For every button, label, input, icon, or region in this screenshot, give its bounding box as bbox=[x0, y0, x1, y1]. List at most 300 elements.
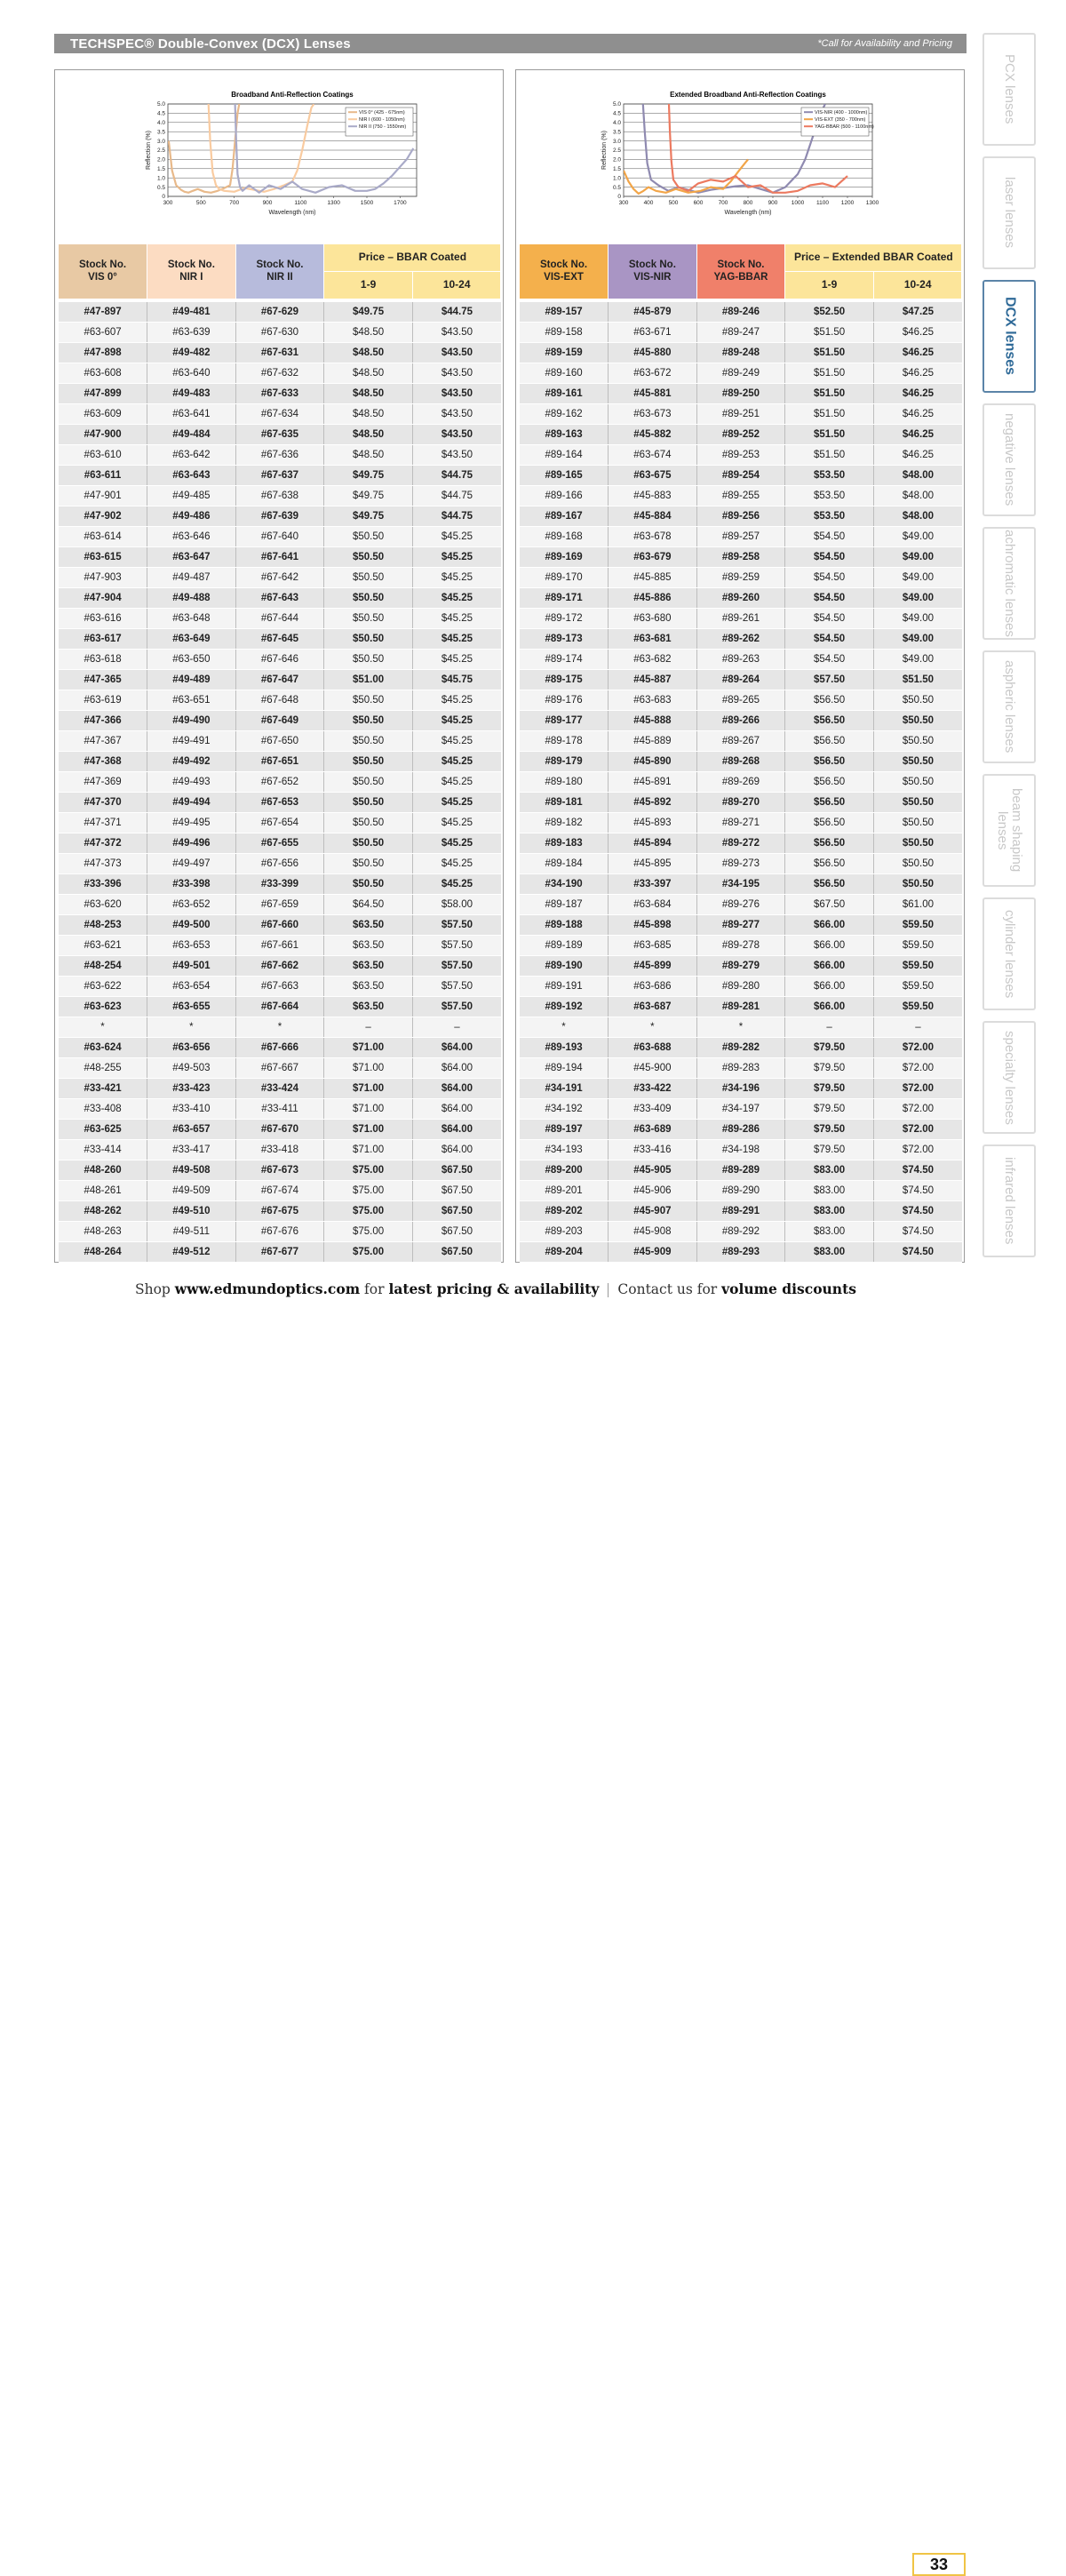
stock-no-3-cell: #89-290 bbox=[696, 1181, 785, 1201]
stock-no-1-cell: * bbox=[59, 1017, 147, 1038]
price-1-9-cell: $71.00 bbox=[324, 1140, 413, 1160]
table-row bbox=[520, 854, 962, 874]
x-tick-label: 1700 bbox=[394, 200, 407, 206]
table-row bbox=[520, 956, 962, 977]
price-10-24-cell: $48.00 bbox=[873, 486, 962, 506]
price-1-9-cell: $51.50 bbox=[785, 384, 874, 404]
table-row bbox=[59, 506, 501, 527]
stock-no-2-cell: #33-410 bbox=[147, 1099, 236, 1120]
price-10-24-cell: $67.50 bbox=[412, 1181, 501, 1201]
stock-no-3-cell: #67-645 bbox=[235, 629, 324, 650]
stock-no-2-cell: #33-398 bbox=[147, 874, 236, 895]
stock-no-1-cell: #34-191 bbox=[520, 1079, 609, 1099]
tab-cylinder-lenses[interactable] bbox=[982, 897, 1036, 1010]
table-row bbox=[520, 568, 962, 588]
price-10-24-cell: $43.50 bbox=[412, 425, 501, 445]
price-1-9-cell: $71.00 bbox=[324, 1120, 413, 1140]
table-row bbox=[520, 588, 962, 609]
stock-no-3-cell: #89-277 bbox=[696, 915, 785, 936]
x-tick-label: 1300 bbox=[865, 200, 879, 206]
price-1-9-cell: $49.75 bbox=[324, 466, 413, 486]
stock-no-3-cell: #89-265 bbox=[696, 690, 785, 711]
table-row bbox=[59, 609, 501, 629]
stock-no-1-cell: #63-615 bbox=[59, 547, 147, 568]
y-tick-label: 1.5 bbox=[156, 166, 165, 172]
x-tick-label: 600 bbox=[693, 200, 704, 206]
stock-no-2-cell: #63-656 bbox=[147, 1038, 236, 1058]
stock-no-2-cell: #63-687 bbox=[609, 997, 697, 1017]
stock-no-1-cell: #89-182 bbox=[520, 813, 609, 833]
legend-label: NIR I (600 - 1050nm) bbox=[359, 117, 405, 123]
stock-no-2-cell: #49-482 bbox=[147, 343, 236, 363]
header-qty-10-24: 10-24 bbox=[412, 272, 501, 299]
table-row bbox=[520, 1242, 962, 1263]
table-row bbox=[520, 997, 962, 1017]
stock-no-1-cell: #47-903 bbox=[59, 568, 147, 588]
price-1-9-cell: $53.50 bbox=[785, 486, 874, 506]
price-1-9-cell: $75.00 bbox=[324, 1222, 413, 1242]
price-10-24-cell: $61.00 bbox=[873, 895, 962, 915]
table-row bbox=[520, 752, 962, 772]
table-row bbox=[59, 936, 501, 956]
price-1-9-cell: $53.50 bbox=[785, 506, 874, 527]
price-10-24-cell: $46.25 bbox=[873, 425, 962, 445]
stock-no-3-cell: #67-659 bbox=[235, 895, 324, 915]
price-10-24-cell: $45.25 bbox=[412, 711, 501, 731]
y-tick-label: 3.0 bbox=[156, 138, 165, 145]
stock-no-2-cell: #49-509 bbox=[147, 1181, 236, 1201]
stock-no-1-cell: #47-368 bbox=[59, 752, 147, 772]
stock-no-2-cell: #45-885 bbox=[609, 568, 697, 588]
stock-no-2-cell: #45-890 bbox=[609, 752, 697, 772]
stock-no-2-cell: #45-898 bbox=[609, 915, 697, 936]
stock-no-3-cell: #67-652 bbox=[235, 772, 324, 793]
price-1-9-cell: $63.50 bbox=[324, 956, 413, 977]
price-1-9-cell: – bbox=[785, 1017, 874, 1038]
table-row bbox=[520, 650, 962, 670]
price-1-9-cell: $56.50 bbox=[785, 711, 874, 731]
price-10-24-cell: – bbox=[412, 1017, 501, 1038]
stock-no-2-cell: #63-686 bbox=[609, 977, 697, 997]
table-row bbox=[59, 731, 501, 752]
stock-no-1-cell: #47-369 bbox=[59, 772, 147, 793]
stock-no-2-cell: #45-895 bbox=[609, 854, 697, 874]
table-row bbox=[59, 1058, 501, 1079]
stock-no-3-cell: #67-677 bbox=[235, 1242, 324, 1263]
table-row bbox=[59, 588, 501, 609]
price-1-9-cell: $64.50 bbox=[324, 895, 413, 915]
price-10-24-cell: $67.50 bbox=[412, 1201, 501, 1222]
header-qty-1-9: 1-9 bbox=[324, 272, 413, 299]
price-1-9-cell: $56.50 bbox=[785, 833, 874, 854]
table-row bbox=[59, 793, 501, 813]
stock-no-1-cell: #89-175 bbox=[520, 670, 609, 690]
tab-label: achromatic lenses bbox=[1001, 530, 1017, 637]
stock-no-1-cell: #89-204 bbox=[520, 1242, 609, 1263]
stock-no-2-cell: #49-492 bbox=[147, 752, 236, 772]
header-price-bbar: Price – BBAR Coated bbox=[324, 244, 501, 272]
table-row bbox=[59, 1099, 501, 1120]
price-1-9-cell: $79.50 bbox=[785, 1120, 874, 1140]
price-10-24-cell: $72.00 bbox=[873, 1079, 962, 1099]
price-1-9-cell: $83.00 bbox=[785, 1160, 874, 1181]
stock-no-2-cell: #45-889 bbox=[609, 731, 697, 752]
price-10-24-cell: $57.50 bbox=[412, 936, 501, 956]
price-1-9-cell: $66.00 bbox=[785, 977, 874, 997]
price-10-24-cell: $74.50 bbox=[873, 1201, 962, 1222]
tab-pcx-lenses[interactable] bbox=[982, 33, 1036, 146]
stock-no-3-cell: #89-249 bbox=[696, 363, 785, 384]
x-tick-label: 1100 bbox=[816, 200, 829, 206]
stock-no-3-cell: #67-673 bbox=[235, 1160, 324, 1181]
stock-no-1-cell: #89-157 bbox=[520, 302, 609, 323]
chart-title: Extended Broadband Anti-Reflection Coatings bbox=[670, 91, 826, 99]
stock-no-1-cell: #89-189 bbox=[520, 936, 609, 956]
stock-no-1-cell: #89-179 bbox=[520, 752, 609, 772]
table-row bbox=[59, 1140, 501, 1160]
stock-no-3-cell: #89-278 bbox=[696, 936, 785, 956]
price-10-24-cell: $49.00 bbox=[873, 609, 962, 629]
stock-no-1-cell: #48-263 bbox=[59, 1222, 147, 1242]
stock-no-1-cell: #89-191 bbox=[520, 977, 609, 997]
price-1-9-cell: $56.50 bbox=[785, 854, 874, 874]
price-1-9-cell: $51.50 bbox=[785, 404, 874, 425]
stock-no-3-cell: #67-633 bbox=[235, 384, 324, 404]
price-1-9-cell: $67.50 bbox=[785, 895, 874, 915]
table-row bbox=[59, 343, 501, 363]
price-10-24-cell: $45.75 bbox=[412, 670, 501, 690]
stock-no-3-cell: #89-261 bbox=[696, 609, 785, 629]
price-10-24-cell: $45.25 bbox=[412, 833, 501, 854]
tab-specialty-lenses[interactable] bbox=[982, 1021, 1036, 1134]
price-1-9-cell: $79.50 bbox=[785, 1140, 874, 1160]
stock-no-3-cell: #33-411 bbox=[235, 1099, 324, 1120]
stock-no-1-cell: #47-371 bbox=[59, 813, 147, 833]
stock-no-1-cell: #48-255 bbox=[59, 1058, 147, 1079]
stock-no-2-cell: #63-685 bbox=[609, 936, 697, 956]
stock-no-2-cell: #45-909 bbox=[609, 1242, 697, 1263]
price-10-24-cell: $72.00 bbox=[873, 1120, 962, 1140]
stock-no-1-cell: #89-202 bbox=[520, 1201, 609, 1222]
stock-no-1-cell: #89-169 bbox=[520, 547, 609, 568]
table-row bbox=[59, 772, 501, 793]
x-tick-label: 400 bbox=[643, 200, 654, 206]
y-tick-label: 1.0 bbox=[156, 175, 165, 182]
price-10-24-cell: $45.25 bbox=[412, 793, 501, 813]
price-10-24-cell: – bbox=[873, 1017, 962, 1038]
stock-no-1-cell: #89-187 bbox=[520, 895, 609, 915]
extended-bbar-panel bbox=[515, 69, 965, 1263]
x-tick-label: 1000 bbox=[791, 200, 805, 206]
x-tick-label: 700 bbox=[718, 200, 728, 206]
y-tick-label: 5.0 bbox=[612, 101, 621, 108]
x-tick-label: 800 bbox=[743, 200, 753, 206]
price-10-24-cell: $50.50 bbox=[873, 813, 962, 833]
price-10-24-cell: $45.25 bbox=[412, 568, 501, 588]
price-1-9-cell: $50.50 bbox=[324, 568, 413, 588]
table-row bbox=[59, 915, 501, 936]
price-1-9-cell: $56.50 bbox=[785, 813, 874, 833]
table-row bbox=[520, 343, 962, 363]
table-row bbox=[520, 1140, 962, 1160]
stock-no-1-cell: #47-901 bbox=[59, 486, 147, 506]
price-10-24-cell: $44.75 bbox=[412, 466, 501, 486]
y-tick-label: 4.5 bbox=[612, 110, 621, 117]
table-row bbox=[59, 486, 501, 506]
stock-no-1-cell: #89-174 bbox=[520, 650, 609, 670]
stock-no-3-cell: #67-631 bbox=[235, 343, 324, 363]
stock-no-1-cell: #34-193 bbox=[520, 1140, 609, 1160]
chart-svg bbox=[516, 70, 964, 243]
y-tick-label: 4.5 bbox=[156, 110, 165, 117]
stock-no-2-cell: #63-657 bbox=[147, 1120, 236, 1140]
price-1-9-cell: $51.00 bbox=[324, 670, 413, 690]
stock-no-1-cell: #89-203 bbox=[520, 1222, 609, 1242]
stock-no-1-cell: #89-193 bbox=[520, 1038, 609, 1058]
header-qty-1-9: 1-9 bbox=[785, 272, 874, 299]
table-row bbox=[59, 650, 501, 670]
stock-no-1-cell: #63-624 bbox=[59, 1038, 147, 1058]
price-1-9-cell: $54.50 bbox=[785, 629, 874, 650]
stock-no-3-cell: #67-634 bbox=[235, 404, 324, 425]
price-10-24-cell: $50.50 bbox=[873, 711, 962, 731]
price-1-9-cell: $50.50 bbox=[324, 527, 413, 547]
price-1-9-cell: $50.50 bbox=[324, 731, 413, 752]
tab-label: laser lenses bbox=[1001, 177, 1017, 249]
stock-no-2-cell: #49-485 bbox=[147, 486, 236, 506]
stock-no-1-cell: #89-177 bbox=[520, 711, 609, 731]
x-tick-label: 500 bbox=[668, 200, 679, 206]
price-10-24-cell: $67.50 bbox=[412, 1242, 501, 1263]
footer-shop-suffix: latest pricing & availability bbox=[388, 1280, 600, 1297]
y-tick-label: 1.5 bbox=[612, 166, 621, 172]
stock-no-3-cell: #67-638 bbox=[235, 486, 324, 506]
price-1-9-cell: $49.75 bbox=[324, 302, 413, 323]
table-row bbox=[520, 772, 962, 793]
stock-no-1-cell: #89-162 bbox=[520, 404, 609, 425]
stock-no-1-cell: #47-902 bbox=[59, 506, 147, 527]
price-10-24-cell: $45.25 bbox=[412, 690, 501, 711]
stock-no-3-cell: #89-293 bbox=[696, 1242, 785, 1263]
tab-aspheric-lenses[interactable] bbox=[982, 650, 1036, 763]
tab-dcx-lenses[interactable] bbox=[982, 280, 1036, 393]
y-tick-label: 5.0 bbox=[156, 101, 165, 108]
stock-no-2-cell: #49-490 bbox=[147, 711, 236, 731]
x-axis-label: Wavelength (nm) bbox=[724, 210, 772, 216]
stock-no-3-cell: * bbox=[235, 1017, 324, 1038]
price-1-9-cell: $51.50 bbox=[785, 343, 874, 363]
tab-label: infrared lenses bbox=[1001, 1157, 1017, 1245]
stock-no-1-cell: #48-254 bbox=[59, 956, 147, 977]
stock-no-3-cell: #89-267 bbox=[696, 731, 785, 752]
stock-no-3-cell: #67-642 bbox=[235, 568, 324, 588]
stock-no-3-cell: #67-648 bbox=[235, 690, 324, 711]
table-row bbox=[520, 1120, 962, 1140]
stock-no-3-cell: #67-663 bbox=[235, 977, 324, 997]
footer-text bbox=[135, 1280, 856, 1297]
table-row bbox=[520, 323, 962, 343]
availability-note: *Call for Availability and Pricing bbox=[817, 38, 952, 49]
price-1-9-cell: $71.00 bbox=[324, 1038, 413, 1058]
price-10-24-cell: $59.50 bbox=[873, 956, 962, 977]
stock-no-2-cell: #45-894 bbox=[609, 833, 697, 854]
stock-no-2-cell: #63-680 bbox=[609, 609, 697, 629]
y-tick-label: 2.0 bbox=[156, 156, 165, 163]
stock-no-3-cell: #67-646 bbox=[235, 650, 324, 670]
stock-no-3-cell: #67-662 bbox=[235, 956, 324, 977]
header-stock-nir2: Stock No. NIR II bbox=[235, 244, 324, 299]
stock-no-1-cell: #89-167 bbox=[520, 506, 609, 527]
price-1-9-cell: $63.50 bbox=[324, 997, 413, 1017]
website-link[interactable]: www.edmundoptics.com bbox=[174, 1280, 361, 1297]
y-tick-label: 2.5 bbox=[156, 148, 165, 155]
stock-no-3-cell: #33-424 bbox=[235, 1079, 324, 1099]
header-price-extended-bbar: Price – Extended BBAR Coated bbox=[785, 244, 962, 272]
table-row bbox=[520, 813, 962, 833]
price-10-24-cell: $46.25 bbox=[873, 445, 962, 466]
stock-no-2-cell: #63-650 bbox=[147, 650, 236, 670]
table-row bbox=[520, 527, 962, 547]
price-10-24-cell: $45.25 bbox=[412, 772, 501, 793]
tab-laser-lenses[interactable] bbox=[982, 156, 1036, 269]
extended-bbar-chart bbox=[516, 70, 964, 243]
stock-no-1-cell: #63-616 bbox=[59, 609, 147, 629]
price-1-9-cell: $66.00 bbox=[785, 936, 874, 956]
page-number: 33 bbox=[912, 2553, 966, 2576]
stock-no-3-cell: #67-650 bbox=[235, 731, 324, 752]
tab-label: beam shaping lenses bbox=[995, 788, 1024, 873]
table-row bbox=[59, 895, 501, 915]
header-stock-vis-ext: Stock No. VIS-EXT bbox=[520, 244, 609, 299]
stock-no-3-cell: #89-283 bbox=[696, 1058, 785, 1079]
tab-label: PCX lenses bbox=[1001, 54, 1017, 124]
stock-no-1-cell: #89-181 bbox=[520, 793, 609, 813]
stock-no-2-cell: #49-481 bbox=[147, 302, 236, 323]
stock-no-2-cell: #45-884 bbox=[609, 506, 697, 527]
price-1-9-cell: $50.50 bbox=[324, 547, 413, 568]
stock-no-3-cell: #89-250 bbox=[696, 384, 785, 404]
stock-no-3-cell: #67-660 bbox=[235, 915, 324, 936]
stock-no-2-cell: #63-639 bbox=[147, 323, 236, 343]
tab-infrared-lenses[interactable] bbox=[982, 1144, 1036, 1257]
header-stock-yag-bbar: Stock No. YAG-BBAR bbox=[696, 244, 785, 299]
table-row bbox=[59, 854, 501, 874]
price-10-24-cell: $72.00 bbox=[873, 1099, 962, 1120]
legend-label: YAG-BBAR (500 - 1100nm) bbox=[815, 124, 874, 130]
tab-label: cylinder lenses bbox=[1001, 909, 1017, 999]
stock-no-1-cell: #89-158 bbox=[520, 323, 609, 343]
price-10-24-cell: $57.50 bbox=[412, 915, 501, 936]
tab-beam-shaping-lenses[interactable] bbox=[982, 774, 1036, 887]
price-10-24-cell: $72.00 bbox=[873, 1140, 962, 1160]
table-row bbox=[59, 752, 501, 772]
stock-no-2-cell: #45-899 bbox=[609, 956, 697, 977]
stock-no-3-cell: #67-676 bbox=[235, 1222, 324, 1242]
stock-no-1-cell: #63-622 bbox=[59, 977, 147, 997]
stock-no-1-cell: #89-166 bbox=[520, 486, 609, 506]
stock-no-3-cell: #67-641 bbox=[235, 547, 324, 568]
price-10-24-cell: $44.75 bbox=[412, 486, 501, 506]
table-row bbox=[59, 1017, 501, 1038]
price-1-9-cell: $66.00 bbox=[785, 997, 874, 1017]
tab-label: specialty lenses bbox=[1001, 1030, 1017, 1125]
stock-no-3-cell: #67-629 bbox=[235, 302, 324, 323]
stock-no-1-cell: #47-897 bbox=[59, 302, 147, 323]
price-1-9-cell: $79.50 bbox=[785, 1058, 874, 1079]
x-tick-label: 900 bbox=[768, 200, 778, 206]
stock-no-1-cell: #47-904 bbox=[59, 588, 147, 609]
stock-no-1-cell: * bbox=[520, 1017, 609, 1038]
price-1-9-cell: $75.00 bbox=[324, 1160, 413, 1181]
price-10-24-cell: $45.25 bbox=[412, 629, 501, 650]
stock-no-3-cell: #89-272 bbox=[696, 833, 785, 854]
price-1-9-cell: $54.50 bbox=[785, 609, 874, 629]
price-10-24-cell: $64.00 bbox=[412, 1140, 501, 1160]
price-1-9-cell: $48.50 bbox=[324, 323, 413, 343]
stock-no-2-cell: #63-652 bbox=[147, 895, 236, 915]
stock-no-2-cell: #49-484 bbox=[147, 425, 236, 445]
header-stock-vis-nir: Stock No. VIS-NIR bbox=[609, 244, 697, 299]
price-10-24-cell: $43.50 bbox=[412, 363, 501, 384]
price-1-9-cell: $49.75 bbox=[324, 486, 413, 506]
stock-no-3-cell: #67-637 bbox=[235, 466, 324, 486]
price-10-24-cell: $46.25 bbox=[873, 343, 962, 363]
stock-no-1-cell: #89-201 bbox=[520, 1181, 609, 1201]
price-1-9-cell: $50.50 bbox=[324, 772, 413, 793]
stock-no-1-cell: #33-408 bbox=[59, 1099, 147, 1120]
stock-no-3-cell: #67-630 bbox=[235, 323, 324, 343]
price-10-24-cell: $45.25 bbox=[412, 609, 501, 629]
table-row bbox=[520, 977, 962, 997]
price-10-24-cell: $72.00 bbox=[873, 1058, 962, 1079]
stock-no-3-cell: #67-647 bbox=[235, 670, 324, 690]
price-1-9-cell: $50.50 bbox=[324, 690, 413, 711]
stock-no-2-cell: #49-488 bbox=[147, 588, 236, 609]
stock-no-2-cell: #45-882 bbox=[609, 425, 697, 445]
stock-no-3-cell: #67-632 bbox=[235, 363, 324, 384]
stock-no-3-cell: #89-248 bbox=[696, 343, 785, 363]
price-1-9-cell: $83.00 bbox=[785, 1242, 874, 1263]
table-row bbox=[59, 1038, 501, 1058]
price-1-9-cell: $50.50 bbox=[324, 629, 413, 650]
stock-no-1-cell: #89-194 bbox=[520, 1058, 609, 1079]
tab-negative-lenses[interactable] bbox=[982, 403, 1036, 516]
price-10-24-cell: $43.50 bbox=[412, 384, 501, 404]
table-row bbox=[520, 670, 962, 690]
stock-no-2-cell: #49-512 bbox=[147, 1242, 236, 1263]
table-row bbox=[59, 425, 501, 445]
stock-no-2-cell: #49-496 bbox=[147, 833, 236, 854]
stock-no-3-cell: #89-291 bbox=[696, 1201, 785, 1222]
table-row bbox=[520, 547, 962, 568]
stock-no-3-cell: #67-666 bbox=[235, 1038, 324, 1058]
stock-no-2-cell: #63-675 bbox=[609, 466, 697, 486]
stock-no-2-cell: #63-642 bbox=[147, 445, 236, 466]
stock-no-3-cell: #67-640 bbox=[235, 527, 324, 547]
stock-no-2-cell: #63-674 bbox=[609, 445, 697, 466]
stock-no-3-cell: #67-655 bbox=[235, 833, 324, 854]
stock-no-3-cell: #67-674 bbox=[235, 1181, 324, 1201]
stock-no-3-cell: #89-263 bbox=[696, 650, 785, 670]
price-10-24-cell: $45.25 bbox=[412, 527, 501, 547]
stock-no-3-cell: #34-198 bbox=[696, 1140, 785, 1160]
price-10-24-cell: $45.25 bbox=[412, 650, 501, 670]
stock-no-3-cell: * bbox=[696, 1017, 785, 1038]
stock-no-1-cell: #63-621 bbox=[59, 936, 147, 956]
price-10-24-cell: $49.00 bbox=[873, 527, 962, 547]
tab-achromatic-lenses[interactable] bbox=[982, 527, 1036, 640]
stock-no-3-cell: #89-268 bbox=[696, 752, 785, 772]
